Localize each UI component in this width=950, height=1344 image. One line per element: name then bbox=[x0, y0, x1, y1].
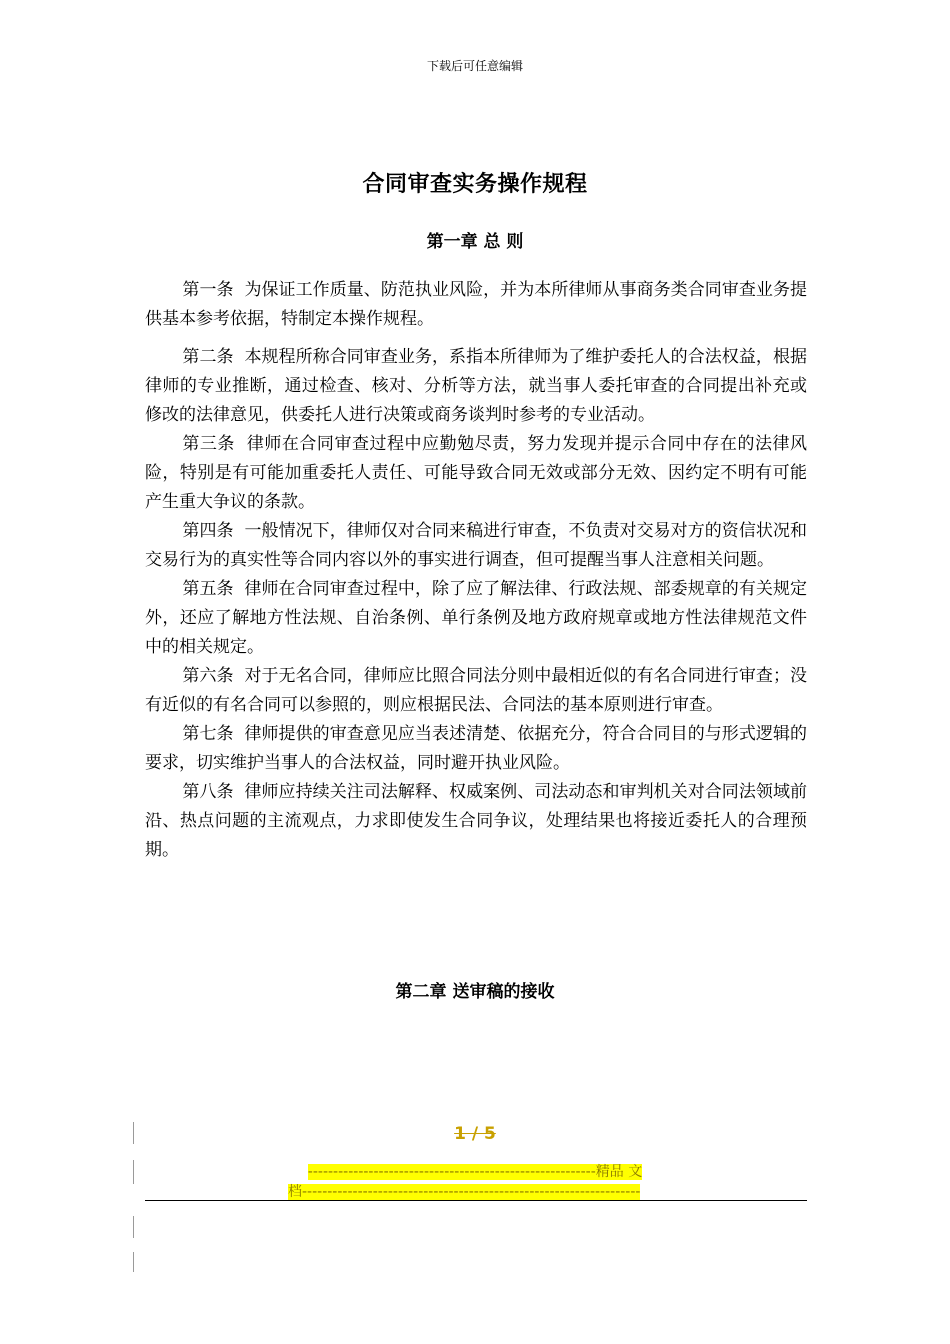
footer-note-line-2 bbox=[288, 1181, 640, 1201]
article-label: 第三条 bbox=[182, 434, 235, 454]
article-2 bbox=[145, 343, 807, 430]
article-8 bbox=[145, 778, 807, 865]
footer-note-text: ---------------------------------------------------------精品 文 bbox=[307, 1164, 643, 1180]
article-label: 第八条 bbox=[182, 782, 234, 802]
article-3 bbox=[145, 430, 807, 517]
page-number bbox=[0, 1124, 950, 1144]
article-1 bbox=[145, 276, 807, 334]
article-6 bbox=[145, 662, 807, 720]
article-label: 第五条 bbox=[182, 579, 234, 599]
article-text: 律师在合同审查过程中应勤勉尽责，努力发现并提示合同中存在的法律风险，特别是有可能加重委托人责任、可能导致合同无效或部分无效、因约定不明有可能产生重大争议的条款。 bbox=[145, 434, 808, 512]
article-text: 为保证工作质量、防范执业风险，并为本所律师从事商务类合同审查业务提供基本参考依据，特制定本操作规程。 bbox=[145, 280, 808, 329]
article-label: 第七条 bbox=[182, 724, 234, 744]
chapter-1-body bbox=[145, 276, 807, 865]
article-text: 律师提供的审查意见应当表述清楚、依据充分，符合合同目的与形式逻辑的要求，切实维护当事人的合法权益，同时避开执业风险。 bbox=[145, 724, 808, 773]
article-text: 本规程所称合同审查业务，系指本所律师为了维护委托人的合法权益，根据律师的专业推断，通过检查、核对、分析等方法，就当事人委托审查的合同提出补充或修改的法律意见，供委托人进行决策或商务谈判时参考的专业活动。 bbox=[145, 347, 808, 425]
article-7 bbox=[145, 720, 807, 778]
article-label: 第二条 bbox=[182, 347, 234, 367]
article-label: 第四条 bbox=[182, 521, 234, 541]
article-label: 第一条 bbox=[182, 280, 234, 300]
footer-note-text: 档------------------------------------------------------------------- bbox=[288, 1184, 641, 1200]
footer-note-line-1 bbox=[0, 1161, 950, 1181]
margin-change-bar bbox=[133, 1216, 134, 1238]
article-5 bbox=[145, 575, 807, 662]
article-text: 对于无名合同，律师应比照合同法分则中最相近似的有名合同进行审查；没有近似的有名合同可以参照的，则应根据民法、合同法的基本原则进行审查。 bbox=[145, 666, 808, 715]
article-label: 第六条 bbox=[182, 666, 234, 686]
article-text: 一般情况下，律师仅对合同来稿进行审查，不负责对交易对方的资信状况和交易行为的真实性等合同内容以外的事实进行调查，但可提醒当事人注意相关问题。 bbox=[145, 521, 808, 570]
article-4 bbox=[145, 517, 807, 575]
article-text: 律师应持续关注司法解释、权威案例、司法动态和审判机关对合同法领域前沿、热点问题的主流观点，力求即使发生合同争议，处理结果也将接近委托人的合理预期。 bbox=[145, 782, 808, 860]
footer-divider bbox=[145, 1200, 807, 1201]
margin-change-bar bbox=[133, 1252, 134, 1272]
document-title: 合同审查实务操作规程 bbox=[362, 172, 588, 197]
article-text: 律师在合同审查过程中，除了应了解法律、行政法规、部委规章的有关规定外，还应了解地方性法规、自治条例、单行条例及地方政府规章或地方性法律规范文件中的相关规定。 bbox=[145, 579, 808, 657]
page-number-text: 1 / 5 bbox=[454, 1124, 496, 1144]
chapter-2-heading: 第二章 送审稿的接收 bbox=[395, 982, 555, 1002]
page-header: 下载后可任意编辑 bbox=[426, 59, 523, 73]
chapter-1-heading: 第一章 总 则 bbox=[426, 232, 524, 252]
